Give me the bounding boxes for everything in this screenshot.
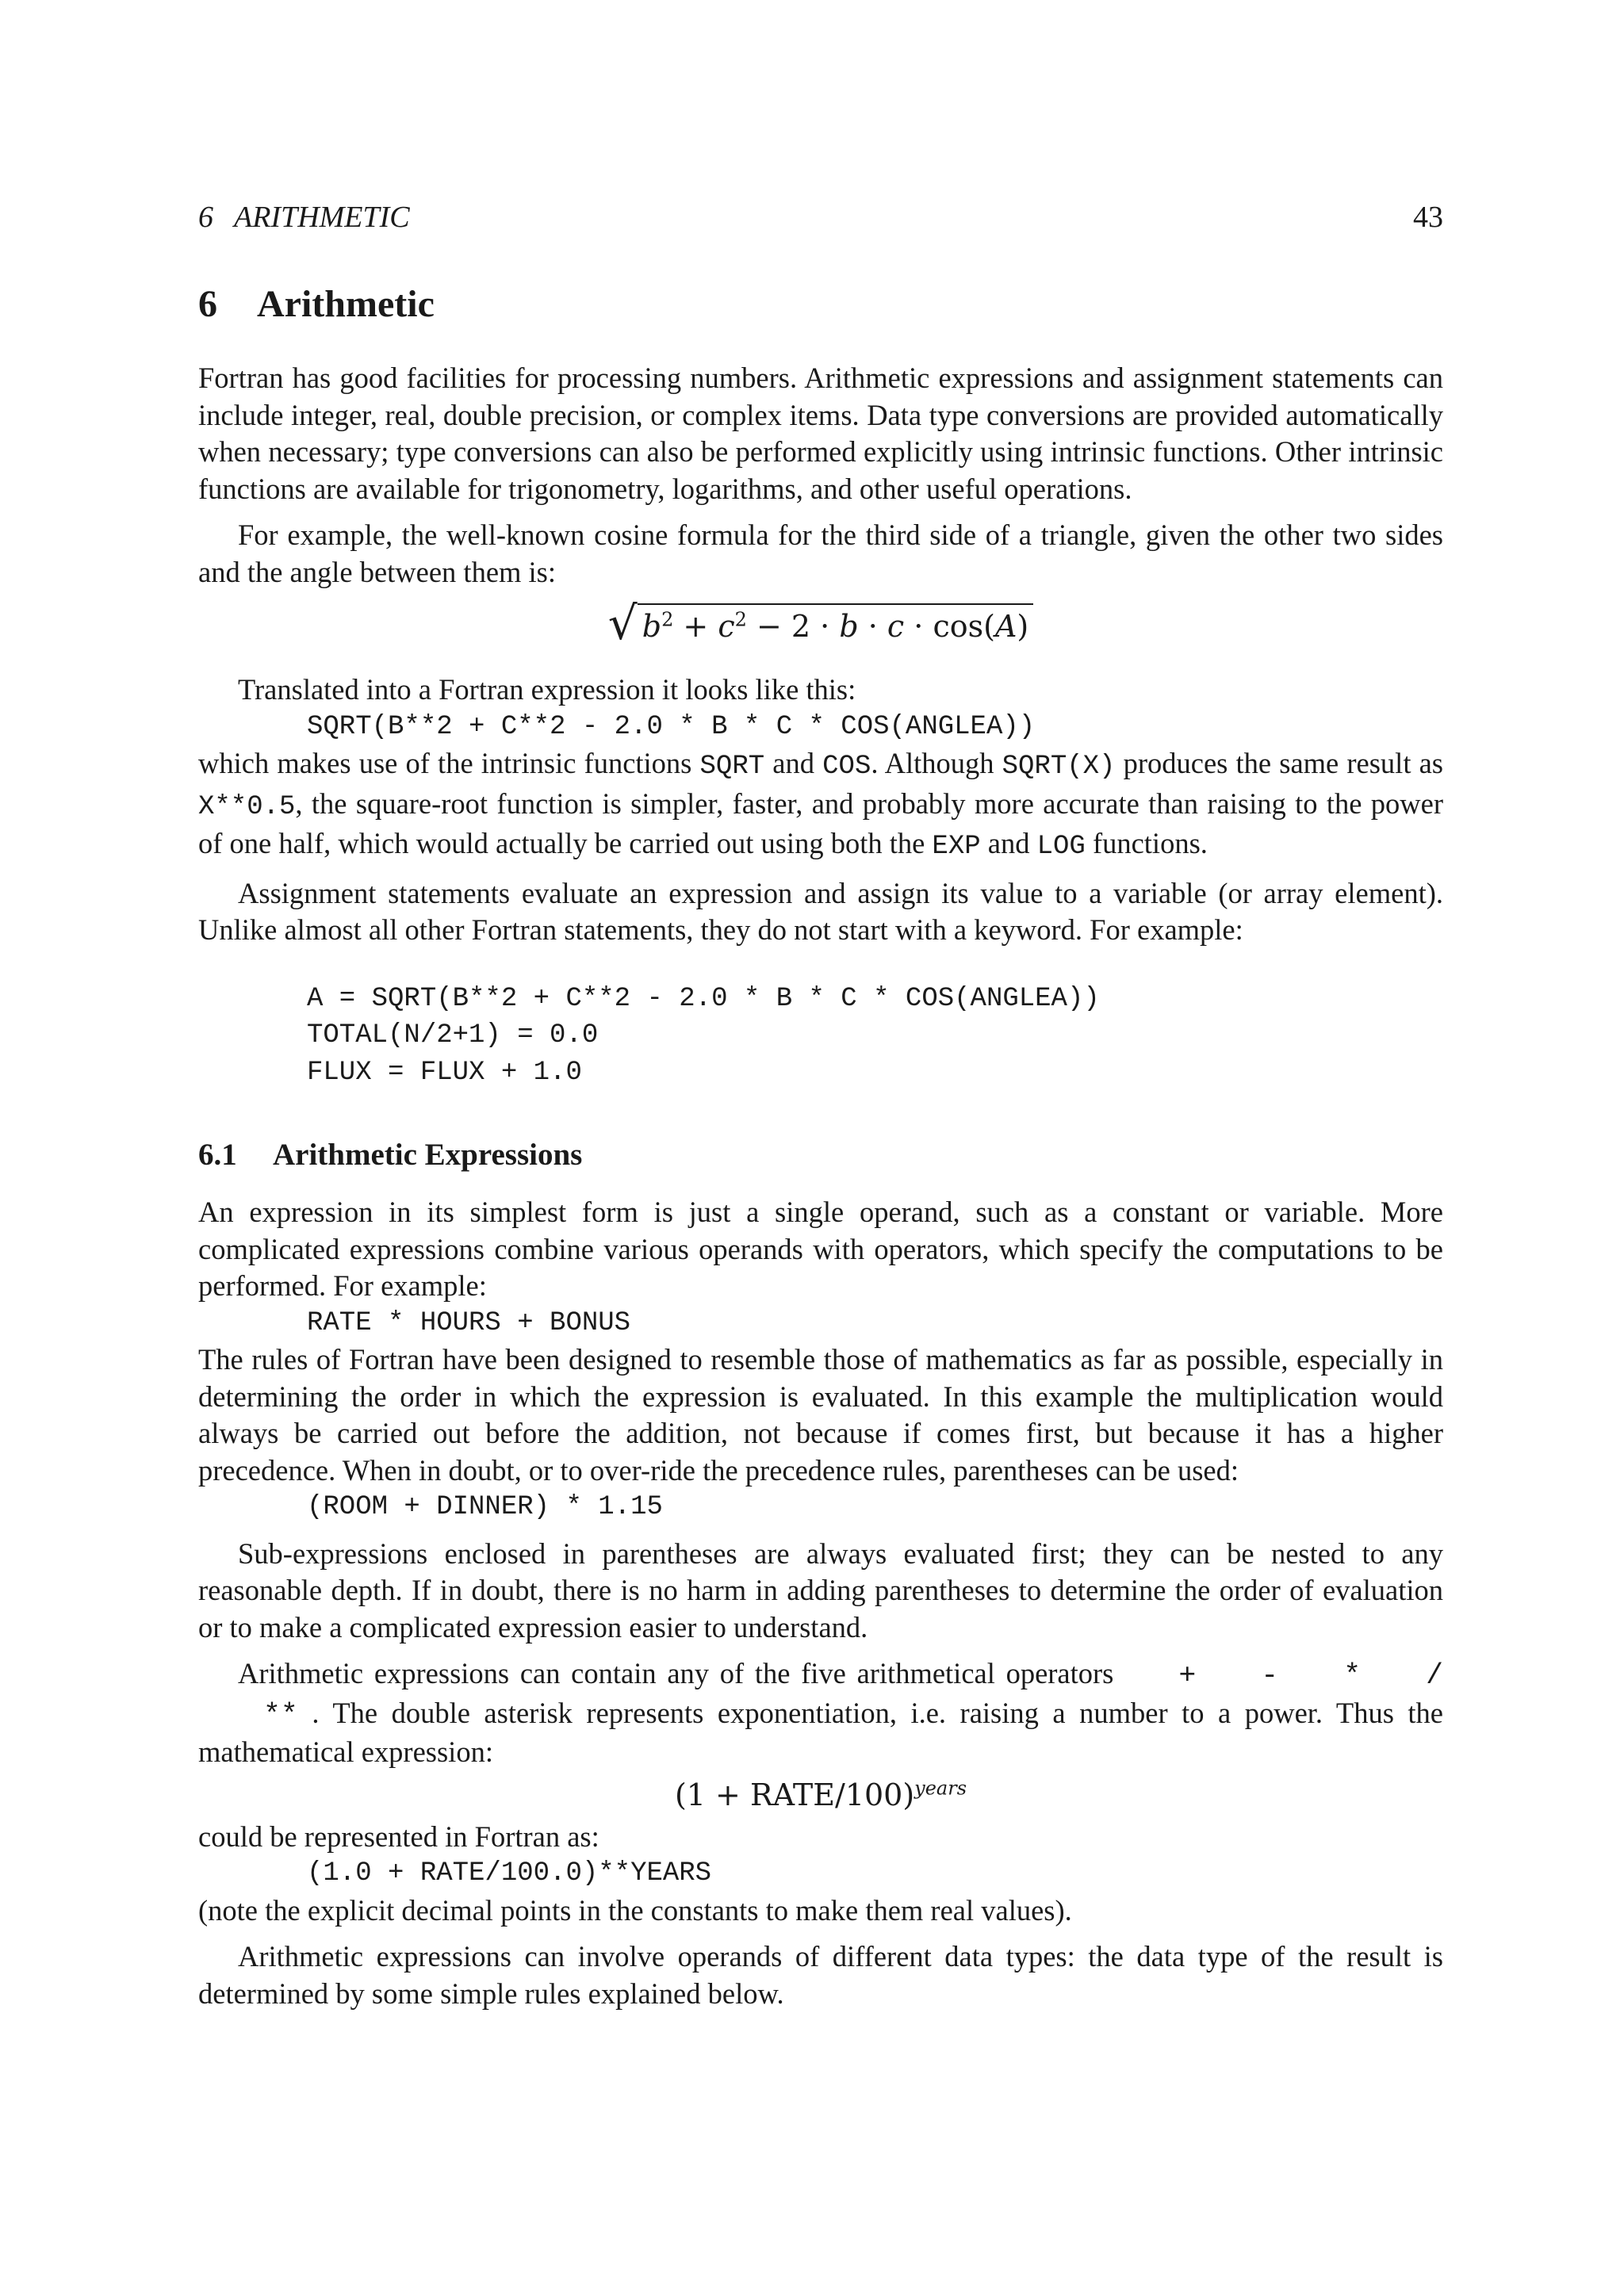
code-room-dinner: (ROOM + DINNER) * 1.15 bbox=[307, 1492, 663, 1522]
running-head bbox=[198, 198, 1443, 236]
intro-paragraph-3: Translated into a Fortran expression it looks like this: bbox=[238, 673, 856, 706]
page bbox=[198, 198, 1443, 2012]
intro-paragraph-4: which makes use of the intrinsic functions SQRT and COS. Although SQRT(X) produces the same result as X**0.5, the square-root function is simpler, faster, and probably more accurate than raising to the power of one half, which would actually be carried out using both the EXP and LOG functions. bbox=[198, 747, 1444, 862]
expr-paragraph-7: Arithmetic expressions can involve operands of different data types: the data type of the result is determined by some simple rules explained below. bbox=[198, 1940, 1443, 2010]
expr-paragraph-3: Sub-expressions enclosed in parentheses are always evaluated first; they can be nested to any reasonable depth. If in doubt, there is no harm in adding parentheses to determine the order of evaluation or to make a complicated expression easier to understand. bbox=[198, 1536, 1443, 1644]
compound-interest-formula: (1 + RATE/100)$^{years}$ bbox=[674, 1776, 967, 1812]
cosine-formula: √ $b^2 + c^2 - 2 \cdot b \cdot c \cdot \cos(A)$ bbox=[198, 600, 1443, 652]
expr-paragraph-4: Arithmetic expressions can contain any of the five arithmetical operators + - * /** . The double asterisk represents exponentiation, i.e. raising a number to a power. Thus the mathematical expression: bbox=[198, 1657, 1444, 1768]
code-line: TOTAL(N/2+1) = 0.0 bbox=[307, 1020, 599, 1050]
page-number: 43 bbox=[1413, 201, 1443, 234]
expr-paragraph-1: An expression in its simplest form is just a single operand, such as a constant or variable. More complicated expressions combine various operands with operators, which specify the computations to be performed. For example: bbox=[198, 1196, 1443, 1302]
intro-paragraph-5: Assignment statements evaluate an expression and assign its value to a variable (or array element). Unlike almost all other Fortran statements, they do not start with a keyword. For example: bbox=[198, 876, 1443, 946]
expr-paragraph-2: The rules of Fortran have been designed to resemble those of mathematics as far as possible, especially in determining the order in which the expression is evaluated. In this example the multiplication would always be carried out before the addition, not because if comes first, but because it has a higher precedence. When in doubt, or to over-ride the precedence rules, parentheses can be used: bbox=[198, 1343, 1443, 1487]
code-sqrt-expression: SQRT(B**2 + C**2 - 2.0 * B * C * COS(ANGLEA)) bbox=[307, 711, 1036, 742]
expr-paragraph-5: could be represented in Fortran as: bbox=[198, 1820, 599, 1853]
code-line: A = SQRT(B**2 + C**2 - 2.0 * B * C * COS(ANGLEA)) bbox=[307, 983, 1100, 1014]
section-heading: 6 Arithmetic bbox=[198, 283, 435, 325]
code-rate-years: (1.0 + RATE/100.0)**YEARS bbox=[307, 1858, 712, 1888]
intro-paragraph-1: Fortran has good facilities for processing numbers. Arithmetic expressions and assignment statements can include integer, real, double precision, or complex items. Data type conversions are provided automatically when necessary; type conversions can also be performed explicitly using intrinsic functions. Other intrinsic functions are available for trigonometry, logarithms, and other useful operations. bbox=[198, 362, 1443, 505]
subsection-heading: 6.1 Arithmetic Expressions bbox=[198, 1138, 583, 1172]
operator-list: + - * /** bbox=[263, 1659, 1443, 1732]
code-line: FLUX = FLUX + 1.0 bbox=[307, 1057, 582, 1088]
code-rate-hours: RATE * HOURS + BONUS bbox=[307, 1307, 631, 1338]
code-block-assignments bbox=[198, 981, 1443, 1092]
intro-paragraph-2: For example, the well-known cosine formula for the third side of a triangle, given the other two sides and the angle between them is: bbox=[198, 519, 1443, 588]
running-head-chapter: 6 ARITHMETIC bbox=[198, 201, 410, 234]
expr-paragraph-6: (note the explicit decimal points in the constants to make them real values). bbox=[198, 1893, 1072, 1927]
